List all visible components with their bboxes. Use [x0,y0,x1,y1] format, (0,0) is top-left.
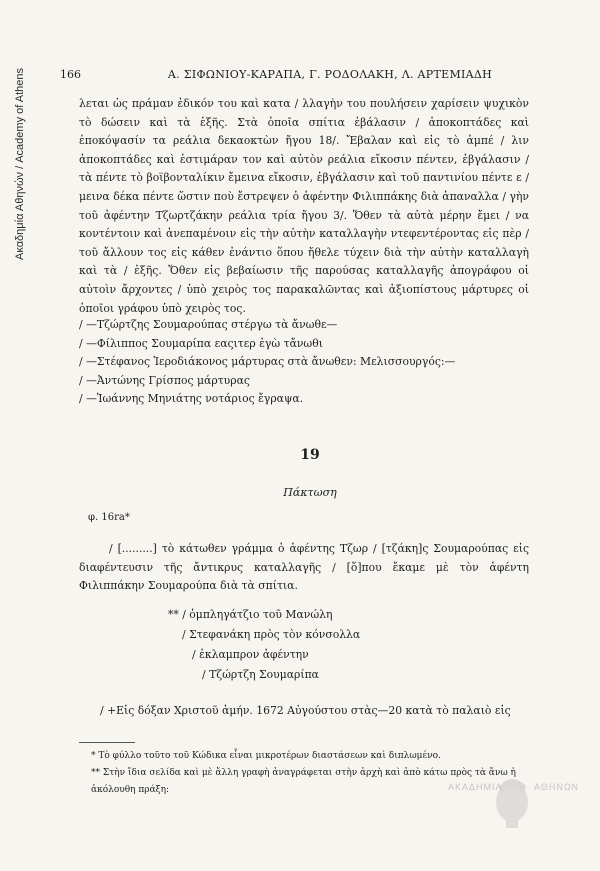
page-header [60,68,540,81]
footnote: ** Στὴν ἴδια σελίδα καὶ μὲ ἄλλη γραφὴ ἀναγράφεται στὴν ἀρχὴ καὶ ἀπὸ κάτω πρὸς τὰ ἄνω ἡ ἀκόλουθη πράξη: [91,768,516,795]
watermark-right-text: ΑΘΗΝΩΝ [534,782,580,792]
footnote: * Τὸ φύλλο τοῦτο τοῦ Κώδικα εἶναι μικροτέρων διαστάσεων καὶ διπλωμένο. [91,751,441,761]
address-line: / ἐκλαμπρον ἀφέντην [192,648,309,661]
running-title: Α. ΣΙΦΩΝΙΟΥ-ΚΑΡΑΠΑ, Γ. ΡΟΔΟΛΑΚΗ, Λ. ΑΡΤΕΜΙΑΔΗ [167,68,493,81]
address-block [168,605,360,685]
athena-head-watermark-icon [440,772,580,832]
address-line: ** / ὀμπληγάτζιο τοῦ Μανώλη [168,608,333,621]
body-paragraph: λεται ὡς πράμαν ἐδικόν του καὶ κατα / λλαγὴν του πουλήσειν χαρίσειν ψυχικὸν τὸ δώσειν καὶ τὰ ἑξῆς. Στὰ ὁποῖα σπίτια ἐβάλασιν / ἀποκοπτάδες καὶ ἐποκόψασίν τα ρεάλια δεκαοκτὼν ἤγου 18/. Ἔβαλαν καὶ εἰς τὸ ἀμπέ / λιν ἀποκοπτάδες καὶ ἐστιμάραν τον καὶ αὐτὸν ρεάλια εἴκοσιν πέντεν, ἐβγάλασιν / τὰ πέντε τὸ βοϊβονταλίκιν ἔμεινα εἴκοσιν, ἐβγάλασιν καὶ τοῦ παντινίου πέντε ε / μεινα δέκα πέντε ὥστιν ποὺ ἔστρεψεν ὁ ἀφέντην Φιλιππάκης διὰ ἀπαναλλα / γὴν τοῦ ἀφέντην Τζωρτζάκην ρεάλια τρία ἤγου 3/. Ὅθεν τὰ αὐτὰ μέρην ἔμει / να κοντέντοιν καὶ ἀνεπαμένοιν εἰς τὴν αὐτὴν καταλλαγὴν ντεφεντέροντας εἰς πὲρ / τοῦ ἄλλουν τος εἰς κάθεν ἐνάντιο ὅπου ἤθελε τύχειν διὰ τὴν αὐτὴν καταλλαγὴ καὶ τὰ / ἑξῆς. Ὅθεν εἰς βεβαίωσιν τῆς παρούσας καταλλαγῆς ἀπογράφου οἱ αὐτοὶν ἄρχοντες / ὑπὸ χειρὸς τος παρακαλῶντας καὶ ἀξιοπίστους μάρτυρες οἱ ὁποῖοι γράφου ὑπὸ χειρὸς τος. [79,97,529,315]
watermark-left-text: ΑΚΑΔΗΜΙΑ [448,782,503,792]
address-line: / Στεφανάκη πρὸς τὸν κόνσολλα [182,628,361,641]
document-paragraph: / [.........] τὸ κάτωθεν γράμμα ὁ ἀφέντης Τζωρ / [τζάκη]ς Σουμαρούπας εἰς διαφέντευσιν τῆς ἄντικρυς καταλλαγῆς / [ὅ]που ἔκαμε μὲ τὸν ἀφέντη Φιλιππάκην Σουμαρούπα διὰ τὰ σπίτια. [79,542,529,593]
signature-line: / —Στέφανος Ἱεροδιάκονος μάρτυρας στὰ ἄνωθεν: Μελισσουργός:— [79,355,456,369]
address-line: / Τζώρτζη Σουμαρίπα [202,668,319,681]
document-number: 19 [300,447,320,463]
document-subtitle: Πάκτωση [283,486,337,499]
footnote-divider [79,742,135,743]
signature-line: / —Φίλιππος Σουμαρίπα εαςιτερ ἐγὼ τἄνωθι [79,336,323,350]
signature-line: / —Ἀντώνης Γρίσπος μάρτυρας [79,373,250,387]
signature-line: / —Τζώρτζης Σουμαρούπας στέργω τὰ ἄνωθε— [79,318,338,331]
page-number: 166 [60,68,81,81]
signature-list [79,316,529,409]
dated-opening-line: / +Εἰς δόξαν Χριστοῦ ἀμήν. 1672 Αὐγούστου στὰς—20 κατὰ τὸ παλαιὸ εἰς [100,704,511,717]
signature-line: / —Ἰωάννης Μηνιάτης νοτάριος ἔγραψα. [79,392,304,406]
archive-side-stamp: Ακαδημία Αθηνών / Academy of Athens [14,67,26,260]
folio-reference: φ. 16ra* [88,512,130,523]
